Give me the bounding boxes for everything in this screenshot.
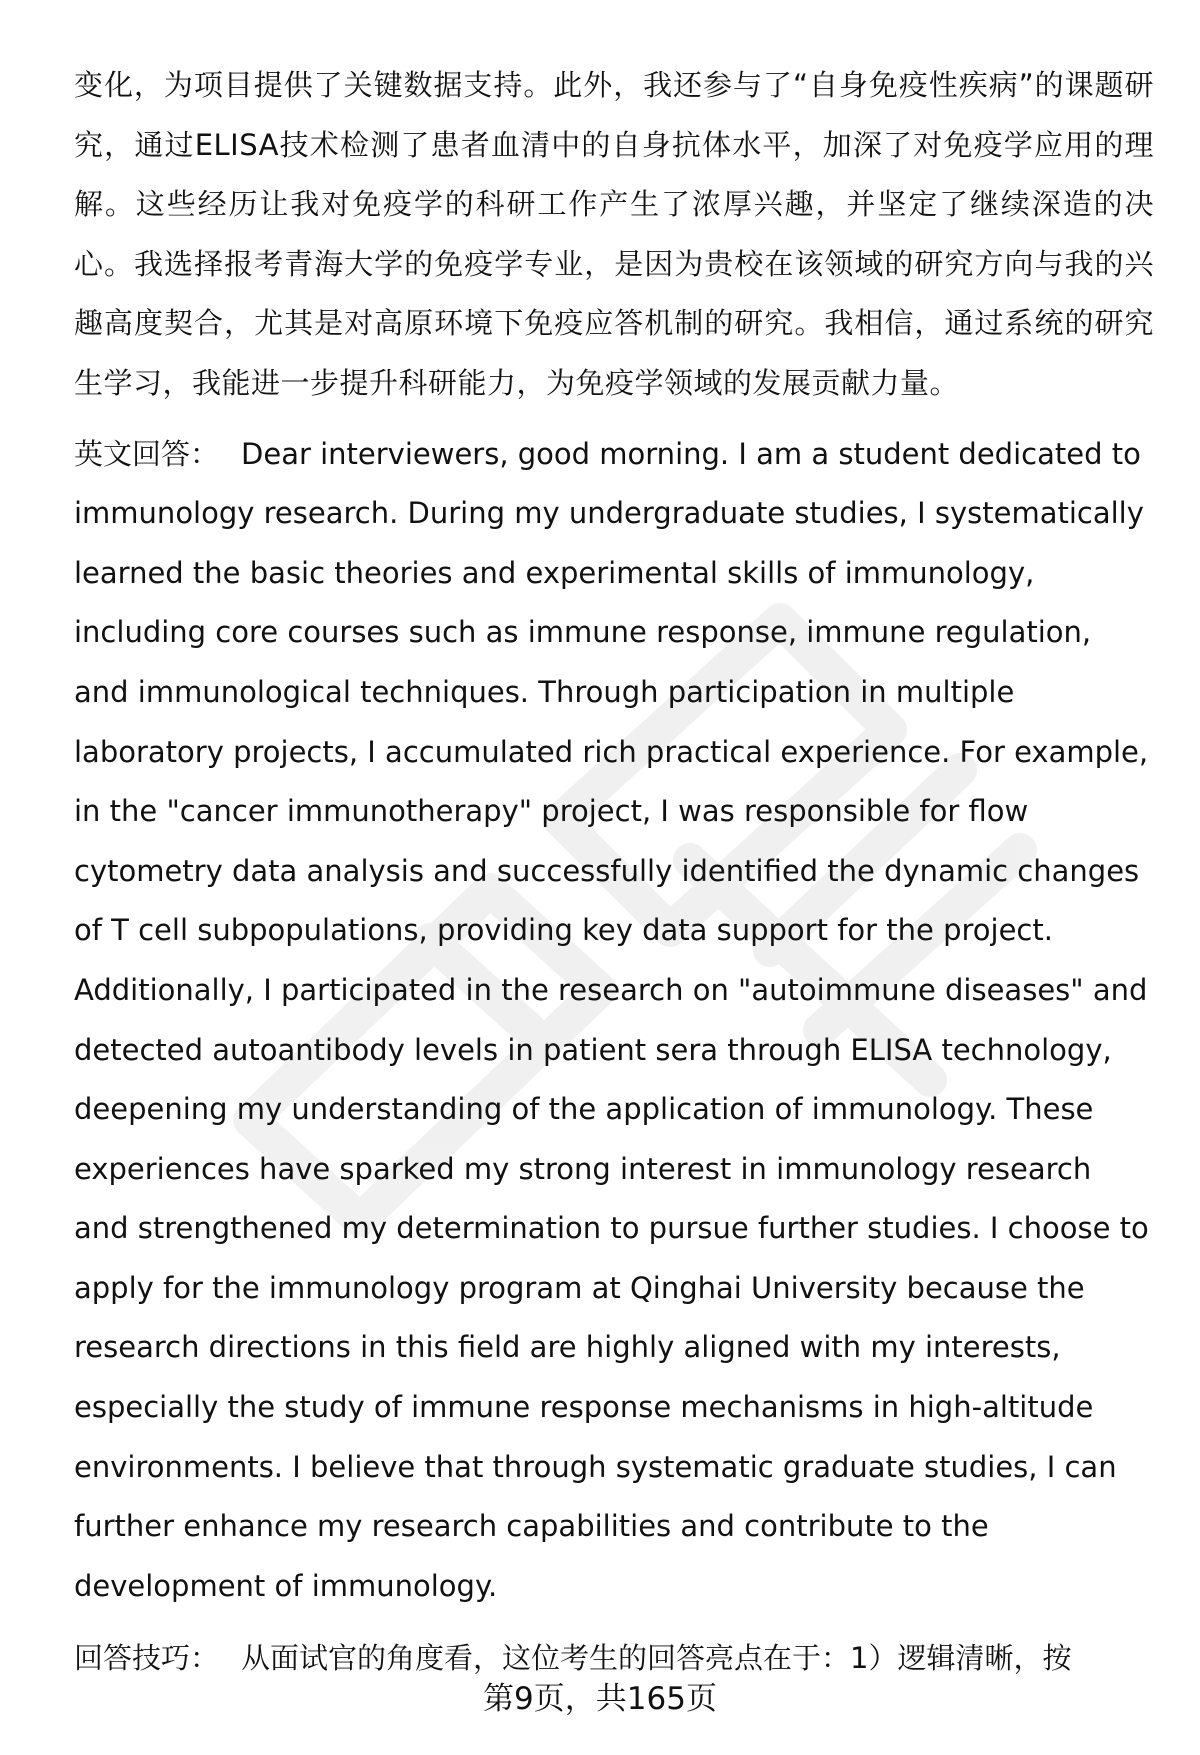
document-page bbox=[74, 56, 1154, 1689]
page-number: 第9页，共165页 bbox=[483, 1681, 717, 1717]
english-answer-paragraph bbox=[74, 425, 1154, 1617]
answer-tips-label: 回答技巧： bbox=[74, 1641, 220, 1676]
chinese-continuation-paragraph: 变化，为项目提供了关键数据支持。此外，我还参与了“自身免疫性疾病”的课题研究，通过ELISA技术检测了患者血清中的自身抗体水平，加深了对免疫学应用的理解。这些经历让我对免疫学的科研工作产生了浓厚兴趣，并坚定了继续深造的决心。我选择报考青海大学的免疫学专业，是因为贵校在该领域的研究方向与我的兴趣高度契合，尤其是对高原环境下免疫应答机制的研究。我相信，通过系统的研究生学习，我能进一步提升科研能力，为免疫学领域的发展贡献力量。 bbox=[74, 68, 1154, 400]
answer-tips-text: 从面试官的角度看，这位考生的回答亮点在于：1）逻辑清晰，按 bbox=[241, 1641, 1072, 1676]
english-answer-text: Dear interviewers, good morning. I am a student dedicated to immunology research. During my undergraduate studies, I systematically learned the basic theories and experimental skills of immunology, including core courses such as immune response, immune regulation, and immunological techniques. Through participation in multiple laboratory projects, I accumulated rich practical experience. For example, in the "cancer immunotherapy" project, I was responsible for flow cytometry data analysis and successfully identified the dynamic changes of T cell subpopulations, providing key data support for the project. Additionally, I participated in the research on "autoimmune diseases" and detected autoantibody levels in patient sera through ELISA technology, deepening my understanding of the application of immunology. These experiences have sparked my strong interest in immunology research and strengthened my determination to pursue further studies. I choose to apply for the immunology program at Qinghai University because the research directions in this field are highly aligned with my interests, especially the study of immune response mechanisms in high-altitude environments. I believe that through systematic graduate studies, I can further enhance my research capabilities and contribute to the development of immunology. bbox=[74, 436, 1149, 1603]
english-answer-label: 英文回答： bbox=[74, 436, 220, 471]
